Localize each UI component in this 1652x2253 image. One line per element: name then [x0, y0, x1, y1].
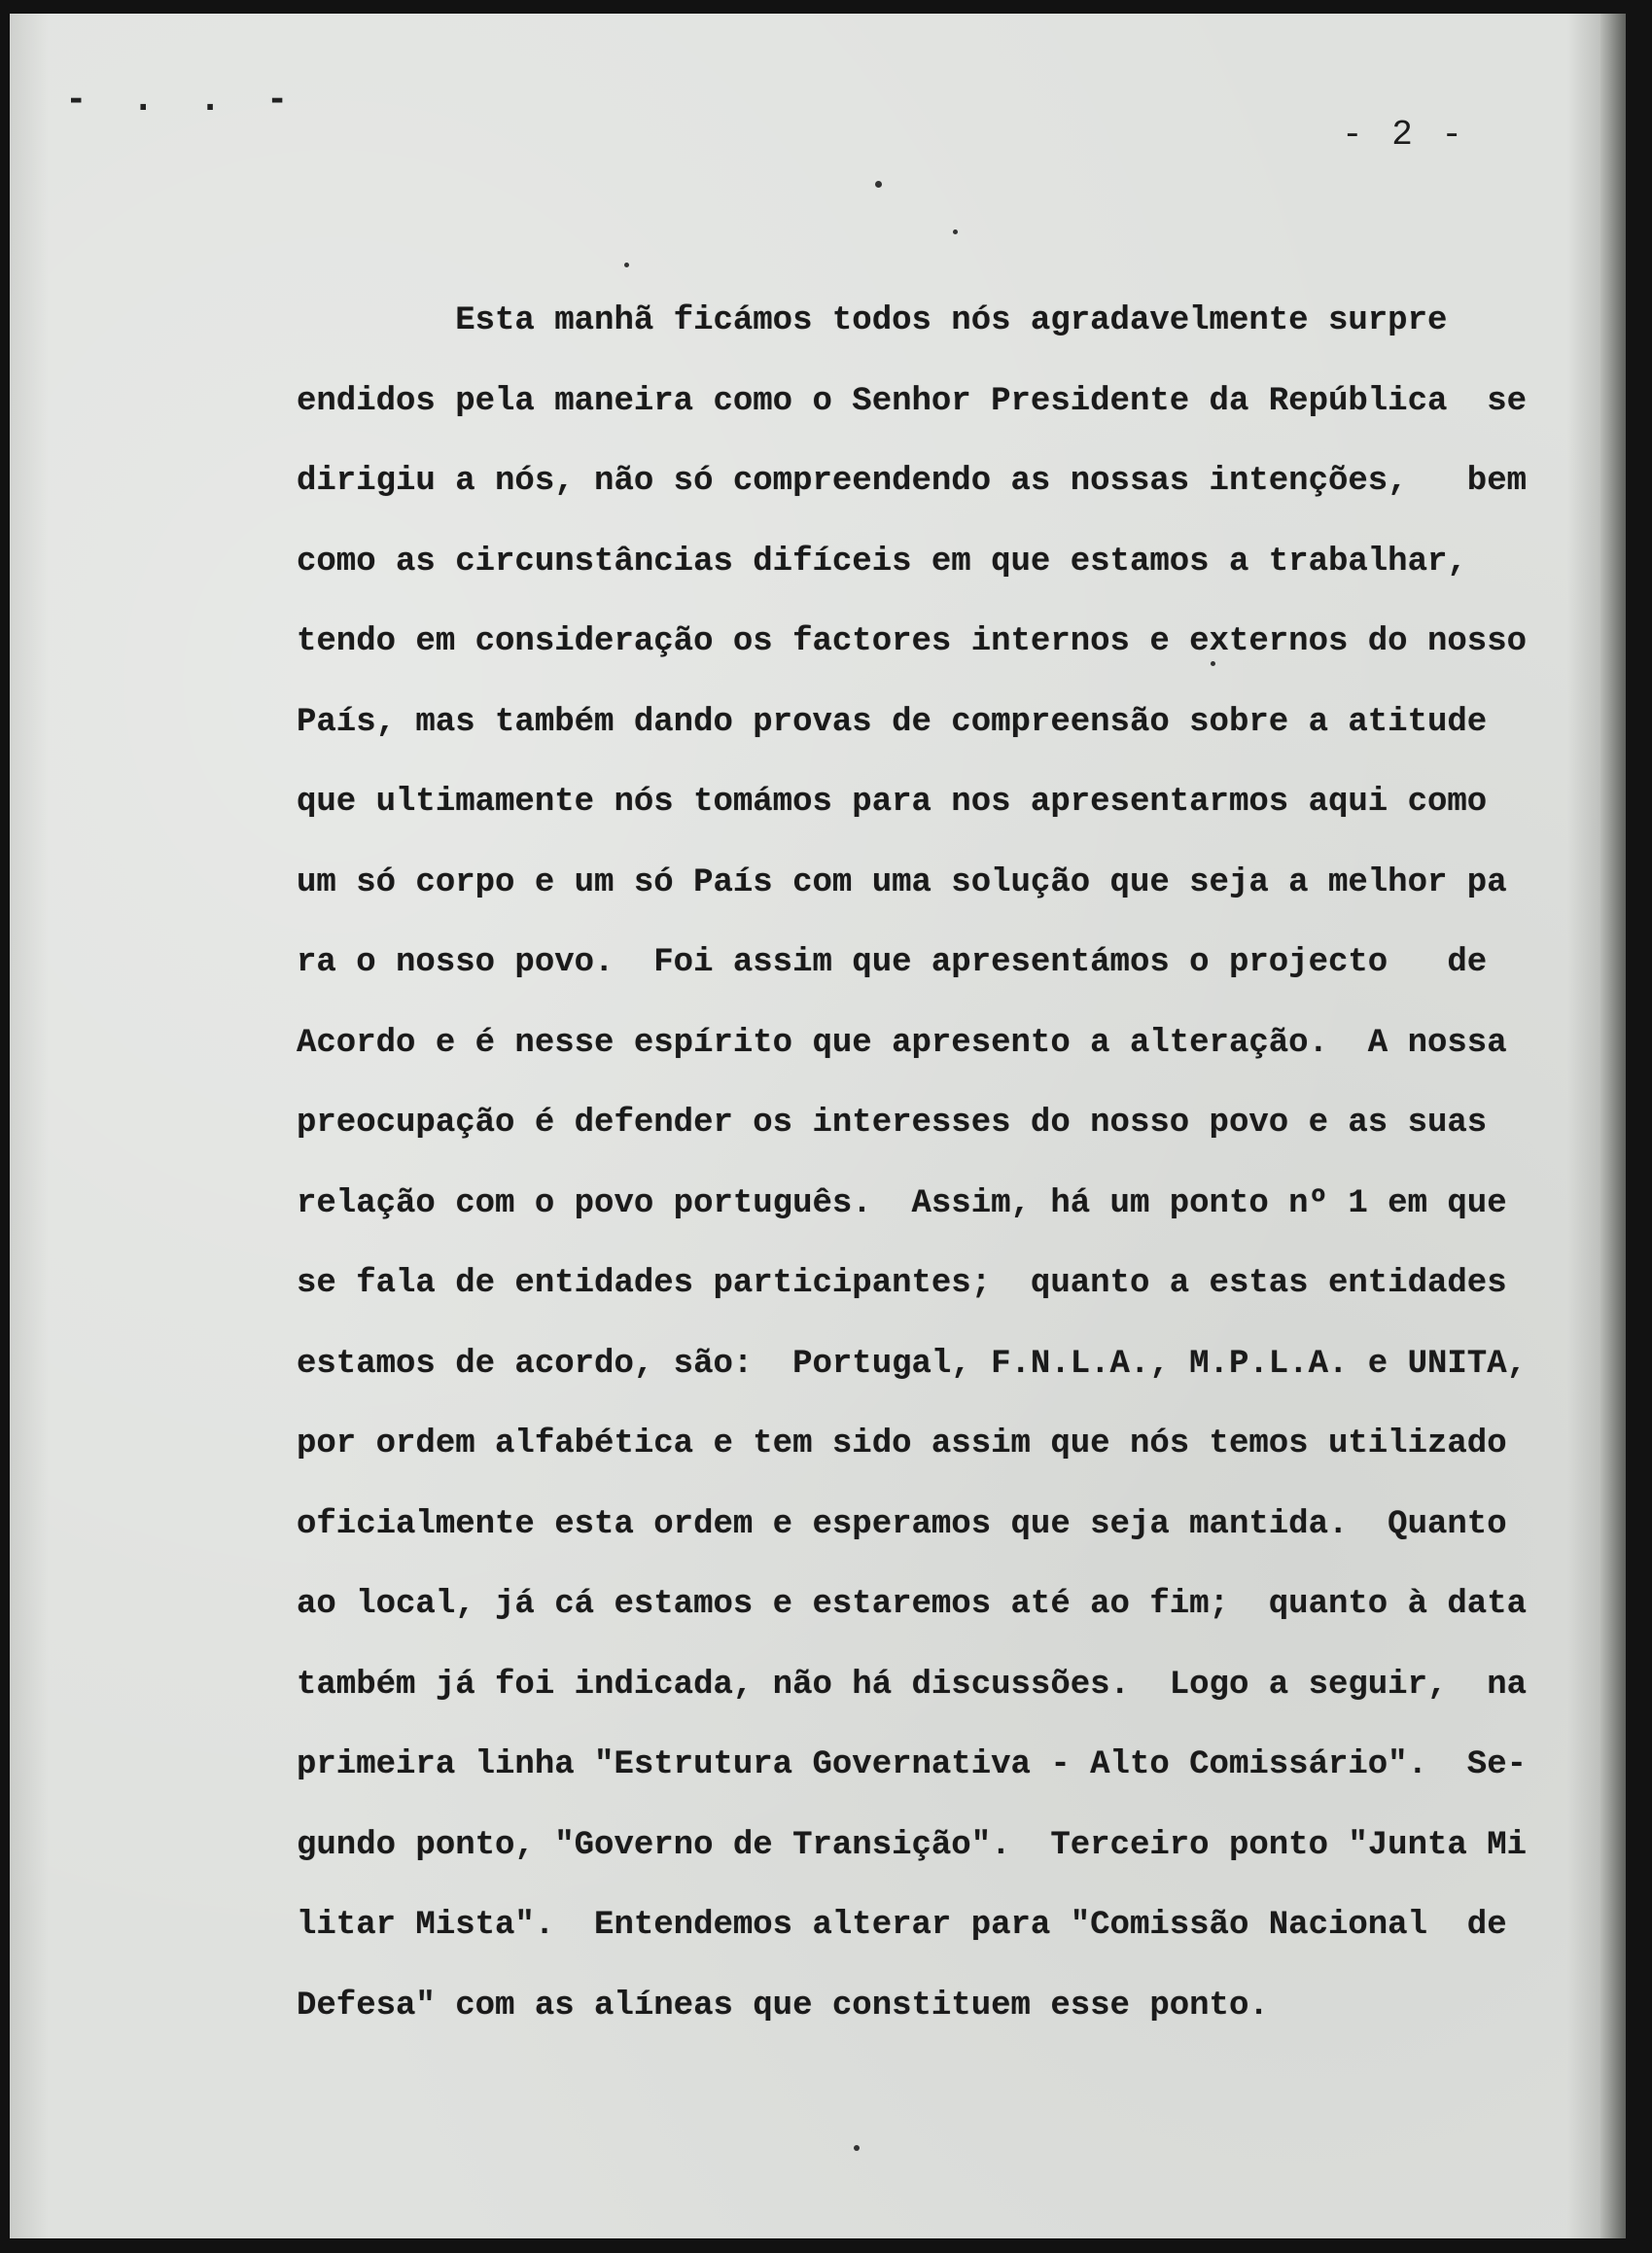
text-line: oficialmente esta ordem e esperamos que seja mantida. Quanto [297, 1505, 1507, 1543]
body-text [297, 281, 1531, 2046]
text-line: dirigiu a nós, não só compreendendo as nossas intenções, bem [297, 463, 1528, 500]
paper-speck [953, 229, 958, 234]
corner-marks: - . . - [66, 80, 301, 119]
paper-speck [854, 2145, 860, 2151]
text-line: se fala de entidades participantes; quanto a estas entidades [297, 1265, 1507, 1302]
text-line: ao local, já cá estamos e estaremos até ao fim; quanto à data [297, 1586, 1528, 1623]
text-line: gundo ponto, "Governo de Transição". Terceiro ponto "Junta Mi [297, 1826, 1528, 1864]
paper-speck [624, 263, 629, 267]
text-line: que ultimamente nós tomámos para nos apresentarmos aqui como [297, 784, 1488, 821]
text-line: endidos pela maneira como o Senhor Presidente da República se [297, 382, 1528, 420]
paper-speck [875, 181, 882, 188]
text-line: Defesa" com as alíneas que constituem esse ponto. [297, 1987, 1269, 2024]
text-line: Acordo e é nesse espírito que apresento a alteração. A nossa [297, 1024, 1507, 1062]
text-line: País, mas também dando provas de compreensão sobre a atitude [297, 703, 1488, 741]
text-line: Esta manhã ficámos todos nós agradavelmente surpre [297, 302, 1448, 339]
text-line: um só corpo e um só País com uma solução que seja a melhor pa [297, 863, 1507, 901]
text-line: também já foi indicada, não há discussões. Logo a seguir, na [297, 1666, 1528, 1704]
page-number: - 2 - [1342, 115, 1467, 155]
text-line: tendo em consideração os factores internos e externos do nosso [297, 623, 1528, 660]
paper-edge-shadow [1600, 14, 1626, 2238]
text-line: ra o nosso povo. Foi assim que apresentámos o projecto de [297, 944, 1488, 981]
text-line: litar Mista". Entendemos alterar para "Comissão Nacional de [297, 1907, 1507, 1944]
text-line: por ordem alfabética e tem sido assim que nós temos utilizado [297, 1426, 1507, 1462]
text-line: como as circunstâncias difíceis em que estamos a trabalhar, [297, 543, 1467, 581]
text-line: primeira linha "Estrutura Governativa - Alto Comissário". Se- [297, 1746, 1528, 1783]
text-line: estamos de acordo, são: Portugal, F.N.L.A., M.P.L.A. e UNITA, [297, 1345, 1528, 1383]
text-line: relação com o povo português. Assim, há um ponto nº 1 em que [297, 1184, 1507, 1222]
text-line: preocupação é defender os interesses do nosso povo e as suas [297, 1105, 1488, 1142]
paper-speck [1211, 661, 1215, 666]
document-page [10, 14, 1626, 2238]
